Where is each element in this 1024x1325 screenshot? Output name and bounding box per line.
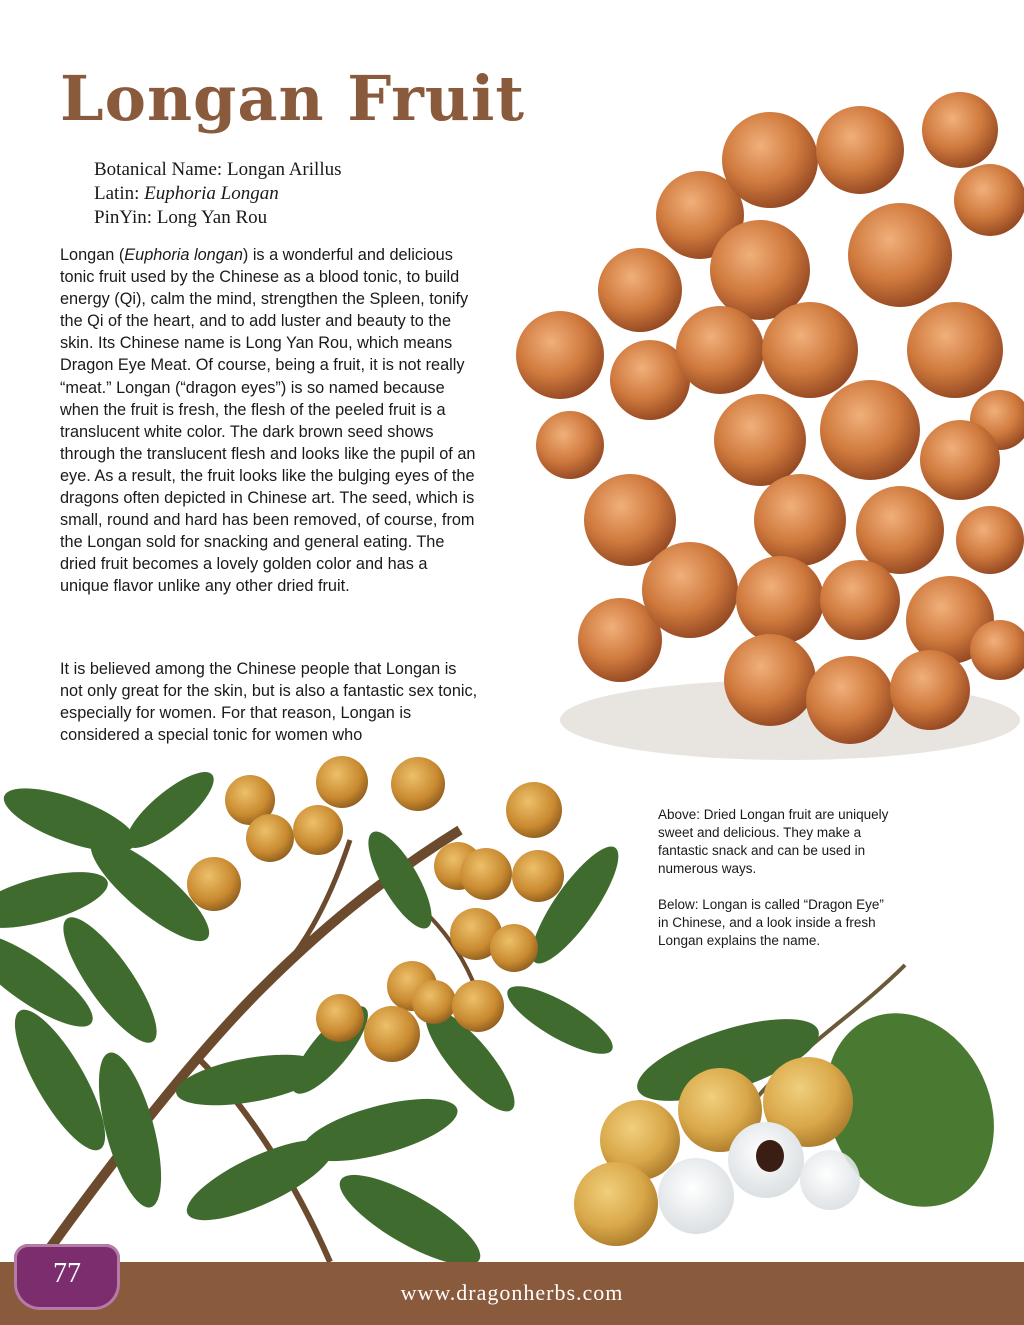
website-url: www.dragonherbs.com <box>400 1280 624 1305</box>
pinyin-line: PinYin: Long Yan Rou <box>94 207 268 228</box>
caption-below: Below: Longan is called “Dragon Eye” in Chinese, and a look inside a fresh Longan explains the name. <box>658 897 884 948</box>
botanical-name-value: Longan Arillus <box>226 159 342 180</box>
botanical-name-line: Botanical Name: Longan Arillus <box>94 159 342 180</box>
page-footer <box>0 1262 1024 1325</box>
fresh-longan-photo <box>574 965 1024 1246</box>
longan-branch-illustration <box>0 756 632 1262</box>
page-number: 77 <box>53 1258 81 1289</box>
species-name: Euphoria longan <box>124 246 243 264</box>
pinyin-value: Long Yan Rou <box>156 207 268 228</box>
page-number-badge <box>14 1244 120 1310</box>
latin-name-value: Euphoria Longan <box>144 183 279 204</box>
latin-name-line: Latin: Euphoria Longan <box>94 183 279 204</box>
dried-longan-photo <box>516 92 1024 760</box>
tonic-paragraph: It is believed among the Chinese people that Longan is not only great for the skin, but is also a fantastic sex tonic, especially for women. For that reason, Longan is considered a special tonic for women who <box>60 660 478 745</box>
intro-paragraph: Longan (Euphoria longan) is a wonderful and delicious tonic fruit used by the Chinese as a blood tonic, to build energy (Qi), calm the mind, strengthen the Spleen, tonify the Qi of the heart, and to add luster and beauty to the skin. Its Chinese name is Long Yan Rou, which means Dragon Eye Meat. Of course, being a fruit, it is not really “meat.” Longan (“dragon eyes”) is so named because when the fruit is fresh, the flesh of the peeled fruit is a translucent white color. The dark brown seed shows through the translucent flesh and looks like the pupil of an eye. As a result, the fruit looks like the bulging eyes of the dragons often depicted in Chinese art. The seed, which is small, round and hard has been removed, of course, from the Longan sold for snacking and general eating. The dried fruit becomes a lovely golden color and has a unique flavor unlike any other dried fruit. <box>60 246 476 596</box>
caption-above: Above: Dried Longan fruit are uniquely sweet and delicious. They make a fantastic snack and can be used in numerous ways. <box>658 807 889 876</box>
page-title: Longan Fruit <box>60 62 526 135</box>
